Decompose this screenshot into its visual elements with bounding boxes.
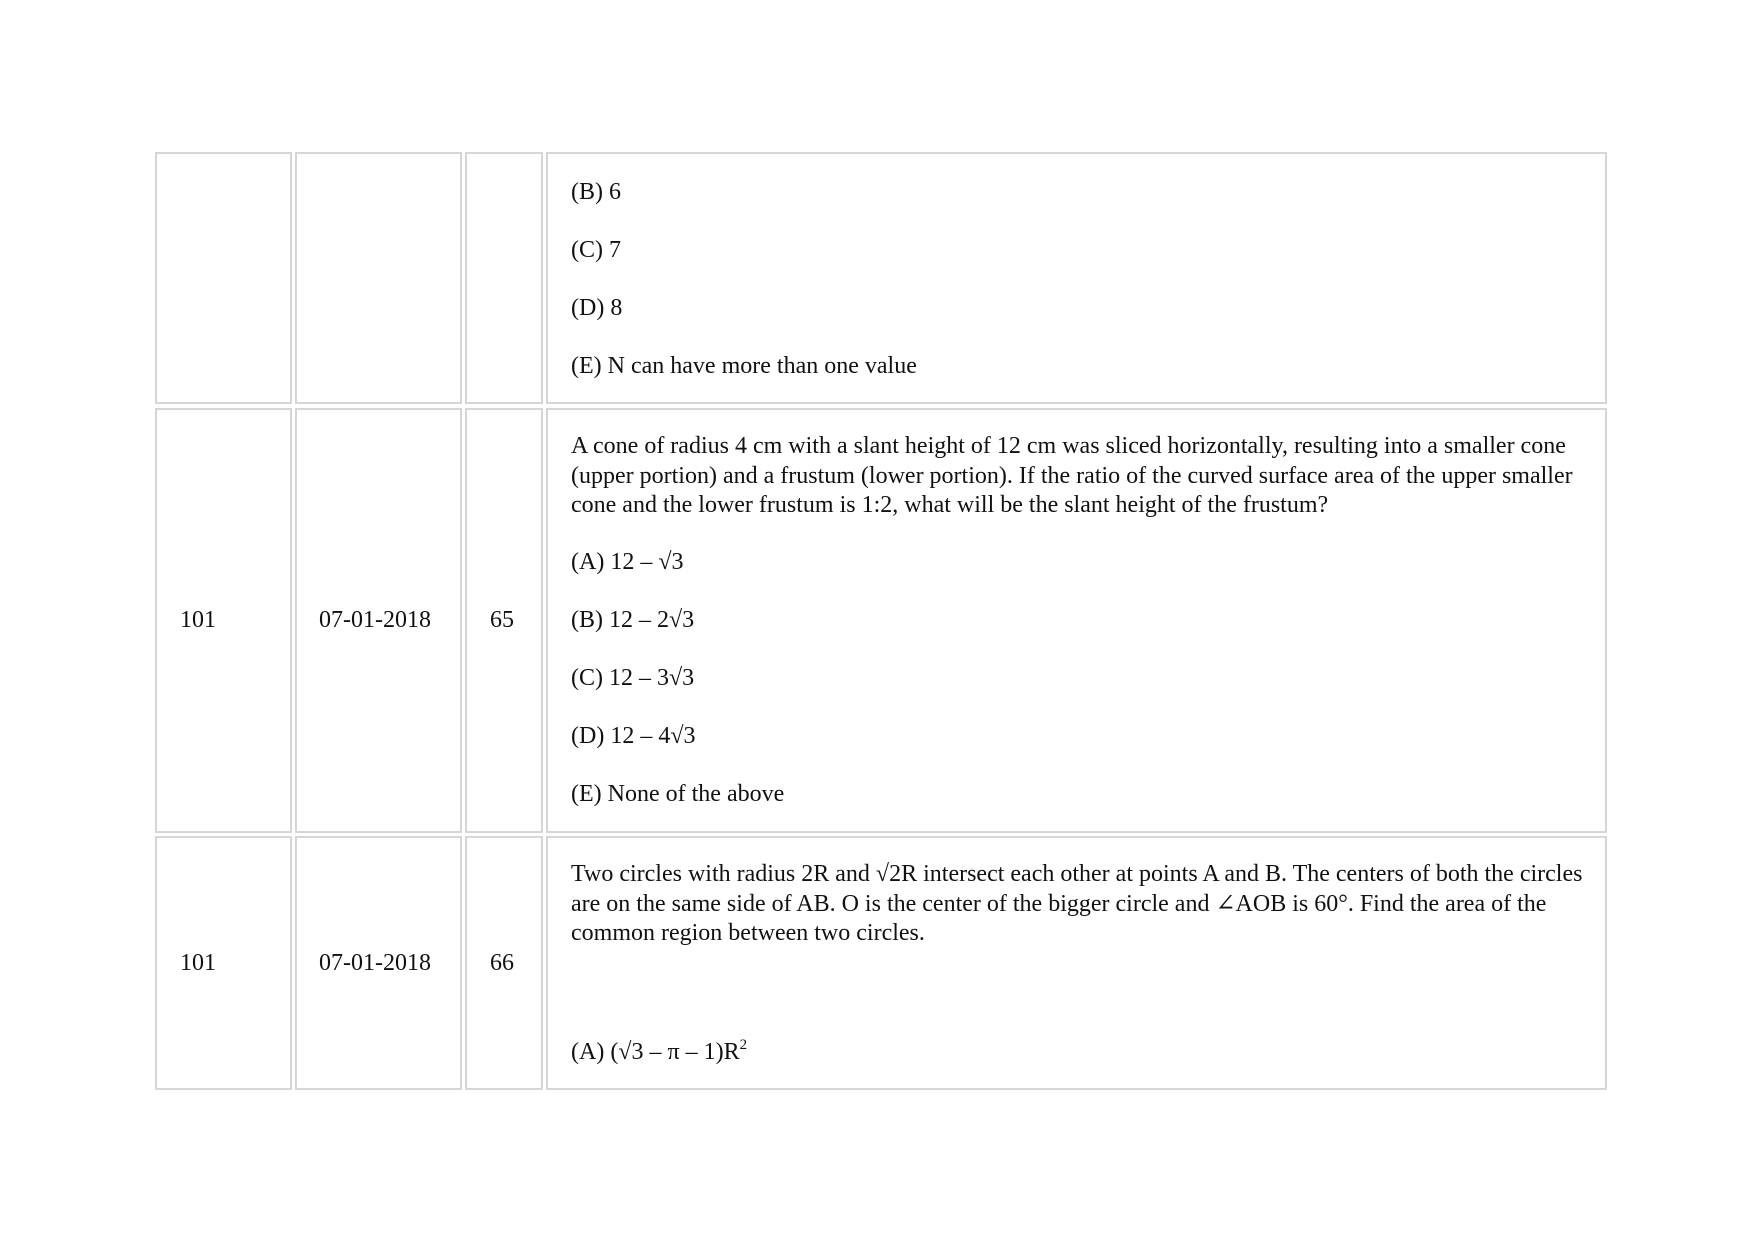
question-number: 66 bbox=[490, 950, 514, 976]
date-cell bbox=[295, 152, 462, 404]
option-a: (A) 12 – √3 bbox=[571, 549, 684, 575]
option-c: (C) 7 bbox=[571, 237, 621, 263]
id-cell bbox=[155, 836, 292, 1090]
id-cell bbox=[155, 152, 292, 404]
question-number: 65 bbox=[490, 607, 514, 633]
row-date: 07-01-2018 bbox=[319, 607, 431, 633]
superscript: 2 bbox=[739, 1037, 748, 1053]
option-a-text: (A) (√3 – π – 1)R bbox=[571, 1039, 740, 1065]
option-e: (E) N can have more than one value bbox=[571, 353, 917, 379]
option-d: (D) 12 – 4√3 bbox=[571, 723, 696, 749]
row-id: 101 bbox=[180, 607, 216, 633]
option-e: (E) None of the above bbox=[571, 781, 785, 807]
number-cell bbox=[465, 152, 543, 404]
row-date: 07-01-2018 bbox=[319, 950, 431, 976]
option-b: (B) 6 bbox=[571, 179, 621, 205]
row-id: 101 bbox=[180, 950, 216, 976]
option-d: (D) 8 bbox=[571, 295, 623, 321]
option-b: (B) 12 – 2√3 bbox=[571, 607, 695, 633]
question-text: Two circles with radius 2R and √2R intersect each other at points A and B. The centers of both the circles are on the same side of AB. O is the center of the bigger circle and ∠AOB is 60°. Find the area of the common region between two circles. bbox=[571, 861, 1583, 946]
option-c: (C) 12 – 3√3 bbox=[571, 665, 695, 691]
option-a bbox=[571, 1037, 748, 1065]
question-text: A cone of radius 4 cm with a slant height of 12 cm was sliced horizontally, resulting into a smaller cone (upper portion) and a frustum (lower portion). If the ratio of the curved surface area of the upper smaller cone and the lower frustum is 1:2, what will be the slant height of the frustum? bbox=[571, 433, 1573, 518]
id-cell bbox=[155, 408, 292, 833]
